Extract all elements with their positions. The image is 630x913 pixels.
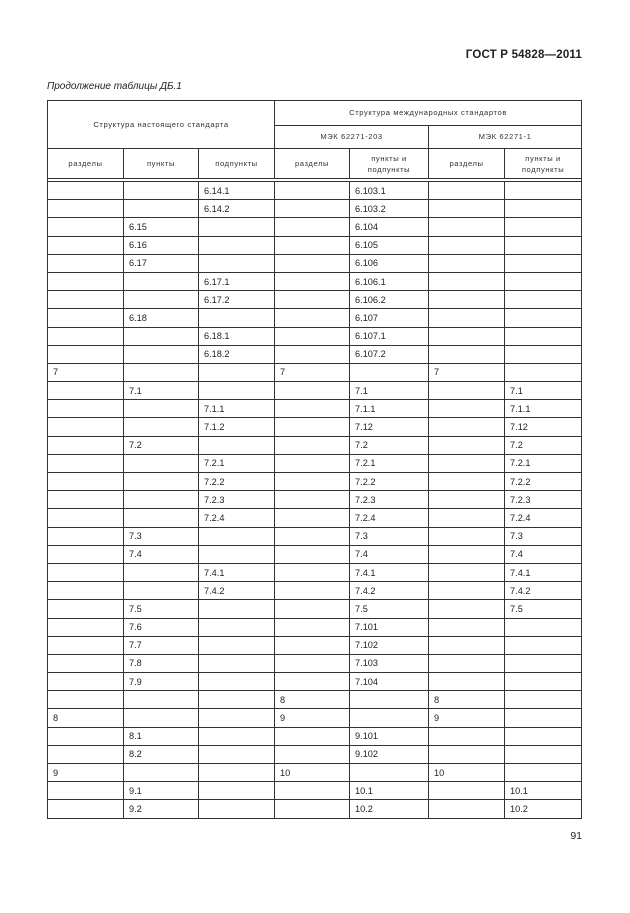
table-cell — [505, 254, 582, 272]
table-cell: 7 — [275, 363, 350, 381]
table-cell: 7.104 — [350, 673, 429, 691]
table-cell: 7.2.4 — [505, 509, 582, 527]
table-cell — [48, 654, 124, 672]
table-cell: 10.2 — [505, 800, 582, 818]
table-cell: 7.8 — [124, 654, 199, 672]
table-row — [48, 764, 582, 782]
table-cell — [48, 582, 124, 600]
table-cell: 6.18.1 — [199, 327, 275, 345]
table-cell: 10 — [429, 764, 505, 782]
table-cell — [429, 636, 505, 654]
table-cell — [275, 727, 350, 745]
table-cell — [199, 654, 275, 672]
table-cell: 6.107.2 — [350, 345, 429, 363]
table-cell: 9.101 — [350, 727, 429, 745]
table-cell: 7.3 — [124, 527, 199, 545]
table-cell: 7.2.2 — [505, 473, 582, 491]
table-cell: 7.103 — [350, 654, 429, 672]
table-cell — [429, 745, 505, 763]
table-cell: 7.5 — [505, 600, 582, 618]
table-cell — [48, 727, 124, 745]
table-cell — [275, 509, 350, 527]
table-cell — [275, 418, 350, 436]
table-cell — [505, 727, 582, 745]
table-cell — [275, 673, 350, 691]
table-cell — [429, 454, 505, 472]
table-cell — [429, 400, 505, 418]
table-cell: 6.106.1 — [350, 272, 429, 290]
table-cell — [124, 418, 199, 436]
table-cell: 6.17.1 — [199, 272, 275, 290]
table-cell: 7.3 — [505, 527, 582, 545]
table-row — [48, 436, 582, 454]
table-cell — [505, 327, 582, 345]
table-cell — [275, 745, 350, 763]
table-cell: 7.4 — [505, 545, 582, 563]
table-cell — [275, 272, 350, 290]
table-row — [48, 454, 582, 472]
table-cell — [48, 454, 124, 472]
table-cell — [275, 400, 350, 418]
table-cell — [429, 182, 505, 200]
table-cell — [429, 654, 505, 672]
table-cell — [505, 709, 582, 727]
table-cell — [275, 800, 350, 818]
table-cell — [429, 345, 505, 363]
table-cell: 8 — [275, 691, 350, 709]
table-cell — [199, 636, 275, 654]
table-cell — [275, 309, 350, 327]
table-cell: 7.2.2 — [199, 473, 275, 491]
table-row — [48, 545, 582, 563]
table-row — [48, 418, 582, 436]
table-cell: 6.106.2 — [350, 291, 429, 309]
table-cell — [275, 327, 350, 345]
table-cell — [505, 673, 582, 691]
table-row — [48, 600, 582, 618]
table-cell: 9 — [429, 709, 505, 727]
table-cell — [505, 636, 582, 654]
table-cell: 7 — [429, 363, 505, 381]
table-cell: 7.12 — [505, 418, 582, 436]
table-cell — [429, 563, 505, 581]
table-cell — [199, 382, 275, 400]
header-international-structure: Структура международных стандартов — [275, 101, 582, 126]
table-caption: Продолжение таблицы ДБ.1 — [47, 81, 182, 92]
table-cell — [275, 563, 350, 581]
table-cell — [199, 800, 275, 818]
table-cell — [275, 600, 350, 618]
header-current-structure: Структура настоящего стандарта — [48, 101, 275, 149]
table-cell: 6.107 — [350, 309, 429, 327]
table-cell: 6.15 — [124, 218, 199, 236]
col-header-subclauses: подпункты — [199, 149, 275, 179]
table-cell — [429, 545, 505, 563]
table-cell — [429, 327, 505, 345]
table-cell — [199, 600, 275, 618]
table-cell — [48, 800, 124, 818]
table-cell — [505, 200, 582, 218]
table-cell — [48, 618, 124, 636]
table-cell — [124, 200, 199, 218]
table-cell — [199, 764, 275, 782]
table-cell: 7.2 — [350, 436, 429, 454]
table-row — [48, 491, 582, 509]
table-cell — [48, 182, 124, 200]
page-number: 91 — [570, 830, 582, 842]
table-cell — [275, 218, 350, 236]
table-cell — [124, 182, 199, 200]
table-cell: 7.1.2 — [199, 418, 275, 436]
table-cell — [350, 691, 429, 709]
table-cell — [48, 436, 124, 454]
table-cell: 9.2 — [124, 800, 199, 818]
table-cell — [275, 382, 350, 400]
table-cell — [505, 745, 582, 763]
table-cell: 7.101 — [350, 618, 429, 636]
table-cell — [505, 363, 582, 381]
table-cell — [505, 218, 582, 236]
table-cell: 8 — [48, 709, 124, 727]
table-cell — [48, 382, 124, 400]
table-row — [48, 582, 582, 600]
table-cell — [505, 654, 582, 672]
table-cell — [48, 272, 124, 290]
header-iec-62271-1: МЭК 62271-1 — [429, 126, 582, 149]
table-row — [48, 309, 582, 327]
table-cell: 6.14.2 — [199, 200, 275, 218]
table-cell: 8.2 — [124, 745, 199, 763]
table-cell: 6.14.1 — [199, 182, 275, 200]
table-cell — [124, 272, 199, 290]
table-cell — [275, 236, 350, 254]
table-cell: 7.1 — [124, 382, 199, 400]
table-cell: 7.2.1 — [505, 454, 582, 472]
table-row — [48, 182, 582, 200]
table-cell: 7.5 — [124, 600, 199, 618]
table-cell: 7.4.1 — [350, 563, 429, 581]
table-cell — [275, 782, 350, 800]
table-cell — [199, 727, 275, 745]
table-cell — [275, 345, 350, 363]
table-cell — [48, 527, 124, 545]
table-cell — [429, 436, 505, 454]
table-cell — [124, 291, 199, 309]
table-cell — [199, 363, 275, 381]
table-cell — [275, 454, 350, 472]
table-cell — [124, 582, 199, 600]
table-cell — [124, 345, 199, 363]
table-cell — [124, 327, 199, 345]
table-cell: 7 — [48, 363, 124, 381]
table-cell — [124, 691, 199, 709]
table-cell — [350, 709, 429, 727]
table-cell — [429, 382, 505, 400]
table-cell — [429, 600, 505, 618]
table-cell: 7.1 — [350, 382, 429, 400]
table-cell: 6.107.1 — [350, 327, 429, 345]
table-cell: 7.2.3 — [350, 491, 429, 509]
col-header-sections: разделы — [48, 149, 124, 179]
table-row — [48, 800, 582, 818]
table-cell: 7.4.1 — [199, 563, 275, 581]
table-cell — [275, 527, 350, 545]
table-cell — [429, 291, 505, 309]
table-cell — [505, 764, 582, 782]
table-cell: 6.105 — [350, 236, 429, 254]
table-cell: 7.2.1 — [199, 454, 275, 472]
table-cell — [505, 345, 582, 363]
mapping-table — [47, 100, 582, 819]
table-row — [48, 673, 582, 691]
table-cell — [48, 691, 124, 709]
table-cell — [505, 236, 582, 254]
table-cell — [124, 473, 199, 491]
table-cell — [199, 218, 275, 236]
table-cell — [48, 509, 124, 527]
table-row — [48, 563, 582, 581]
table-cell — [350, 764, 429, 782]
table-cell — [275, 491, 350, 509]
table-cell: 10 — [275, 764, 350, 782]
table-row — [48, 527, 582, 545]
table-cell — [199, 545, 275, 563]
col-header-iec203-sections: разделы — [275, 149, 350, 179]
col-header-clauses: пункты — [124, 149, 199, 179]
table-cell — [199, 782, 275, 800]
table-cell — [429, 309, 505, 327]
table-cell — [505, 309, 582, 327]
table-cell — [124, 491, 199, 509]
table-row — [48, 727, 582, 745]
table-cell — [429, 673, 505, 691]
table-cell — [275, 254, 350, 272]
table-cell — [429, 491, 505, 509]
table-cell — [48, 345, 124, 363]
table-row — [48, 272, 582, 290]
table-row — [48, 236, 582, 254]
table-cell: 9 — [48, 764, 124, 782]
table-cell: 9.102 — [350, 745, 429, 763]
table-cell: 8 — [429, 691, 505, 709]
table-cell: 9 — [275, 709, 350, 727]
table-row — [48, 709, 582, 727]
table-cell — [48, 309, 124, 327]
table-cell — [429, 782, 505, 800]
table-row — [48, 200, 582, 218]
table-row — [48, 327, 582, 345]
table-cell — [48, 545, 124, 563]
table-cell — [505, 182, 582, 200]
table-cell: 7.2.4 — [350, 509, 429, 527]
table-cell — [275, 618, 350, 636]
table-cell — [350, 363, 429, 381]
table-row — [48, 382, 582, 400]
table-cell — [505, 691, 582, 709]
table-cell — [429, 800, 505, 818]
table-cell — [48, 563, 124, 581]
table-cell: 6.18.2 — [199, 345, 275, 363]
table-cell — [124, 454, 199, 472]
table-cell: 7.4.2 — [350, 582, 429, 600]
table-cell — [124, 400, 199, 418]
table-cell: 10.1 — [505, 782, 582, 800]
table-cell: 6.104 — [350, 218, 429, 236]
table-cell: 7.2.4 — [199, 509, 275, 527]
table-cell: 6.17 — [124, 254, 199, 272]
table-cell — [199, 618, 275, 636]
table-cell — [48, 673, 124, 691]
table-cell: 7.2.3 — [505, 491, 582, 509]
table-cell — [199, 673, 275, 691]
table-cell — [124, 709, 199, 727]
table-cell: 7.9 — [124, 673, 199, 691]
table-cell — [199, 254, 275, 272]
table-cell: 7.3 — [350, 527, 429, 545]
table-row — [48, 509, 582, 527]
table-cell — [429, 727, 505, 745]
table-cell: 6.18 — [124, 309, 199, 327]
table-cell — [275, 436, 350, 454]
table-cell — [48, 200, 124, 218]
table-cell: 7.2.3 — [199, 491, 275, 509]
table-cell: 6.103.1 — [350, 182, 429, 200]
table-cell: 7.4 — [350, 545, 429, 563]
table-cell — [199, 436, 275, 454]
col-header-iec1-sections: разделы — [429, 149, 505, 179]
table-cell: 7.7 — [124, 636, 199, 654]
header-iec-62271-203: МЭК 62271-203 — [275, 126, 429, 149]
table-cell — [48, 400, 124, 418]
table-row — [48, 654, 582, 672]
table-cell — [275, 291, 350, 309]
table-cell: 7.5 — [350, 600, 429, 618]
table-cell: 7.2.1 — [350, 454, 429, 472]
table-cell — [124, 363, 199, 381]
table-cell: 8.1 — [124, 727, 199, 745]
table-row — [48, 400, 582, 418]
table-cell — [275, 200, 350, 218]
table-cell — [429, 254, 505, 272]
table-row — [48, 254, 582, 272]
table-cell — [199, 309, 275, 327]
table-cell — [275, 582, 350, 600]
table-cell: 7.1.1 — [350, 400, 429, 418]
table-cell — [48, 254, 124, 272]
table-cell — [429, 618, 505, 636]
table-cell — [275, 182, 350, 200]
table-cell: 6.17.2 — [199, 291, 275, 309]
table-cell: 7.1.1 — [199, 400, 275, 418]
table-cell: 6.106 — [350, 254, 429, 272]
table-cell: 7.2 — [505, 436, 582, 454]
table-cell — [48, 600, 124, 618]
table-cell: 9.1 — [124, 782, 199, 800]
table-cell: 7.12 — [350, 418, 429, 436]
table-cell — [275, 654, 350, 672]
table-cell — [124, 509, 199, 527]
table-cell — [48, 745, 124, 763]
table-cell — [48, 473, 124, 491]
table-cell — [199, 527, 275, 545]
table-cell — [429, 509, 505, 527]
table-cell — [48, 636, 124, 654]
table-cell: 7.4.2 — [199, 582, 275, 600]
table-cell — [429, 218, 505, 236]
table-cell — [124, 563, 199, 581]
table-cell — [199, 745, 275, 763]
table-cell: 7.2 — [124, 436, 199, 454]
table-cell — [48, 491, 124, 509]
table-row — [48, 473, 582, 491]
table-cell: 7.6 — [124, 618, 199, 636]
document-code: ГОСТ Р 54828—2011 — [465, 49, 582, 61]
table-cell — [429, 582, 505, 600]
table-row — [48, 218, 582, 236]
table-cell — [48, 236, 124, 254]
table-cell: 7.102 — [350, 636, 429, 654]
table-cell: 10.1 — [350, 782, 429, 800]
table-cell — [48, 327, 124, 345]
table-cell: 7.1.1 — [505, 400, 582, 418]
table-cell — [505, 618, 582, 636]
table-cell — [505, 291, 582, 309]
table-cell: 10.2 — [350, 800, 429, 818]
table-cell — [429, 236, 505, 254]
table-cell — [505, 272, 582, 290]
table-cell: 6.103.2 — [350, 200, 429, 218]
table-cell — [429, 473, 505, 491]
table-cell — [429, 527, 505, 545]
table-row — [48, 363, 582, 381]
table-cell — [48, 291, 124, 309]
table-cell: 7.4 — [124, 545, 199, 563]
table-row — [48, 345, 582, 363]
table-cell — [48, 418, 124, 436]
table-cell — [275, 473, 350, 491]
table-cell: 7.2.2 — [350, 473, 429, 491]
table-cell — [429, 200, 505, 218]
table-cell: 6.16 — [124, 236, 199, 254]
table-row — [48, 782, 582, 800]
table-cell — [124, 764, 199, 782]
table-row — [48, 745, 582, 763]
table-cell — [48, 782, 124, 800]
table-cell — [429, 272, 505, 290]
table-row — [48, 291, 582, 309]
table-cell — [199, 691, 275, 709]
table-row — [48, 618, 582, 636]
table-row — [48, 691, 582, 709]
table-cell — [429, 418, 505, 436]
table-cell — [199, 236, 275, 254]
col-header-iec203-clauses: пункты и подпункты — [350, 149, 429, 179]
table-cell — [199, 709, 275, 727]
table-cell — [275, 636, 350, 654]
table-cell — [48, 218, 124, 236]
table-cell: 7.4.1 — [505, 563, 582, 581]
table-row — [48, 636, 582, 654]
table-cell — [275, 545, 350, 563]
table-cell: 7.1 — [505, 382, 582, 400]
col-header-iec1-clauses: пункты и подпункты — [505, 149, 582, 179]
table-cell: 7.4.2 — [505, 582, 582, 600]
